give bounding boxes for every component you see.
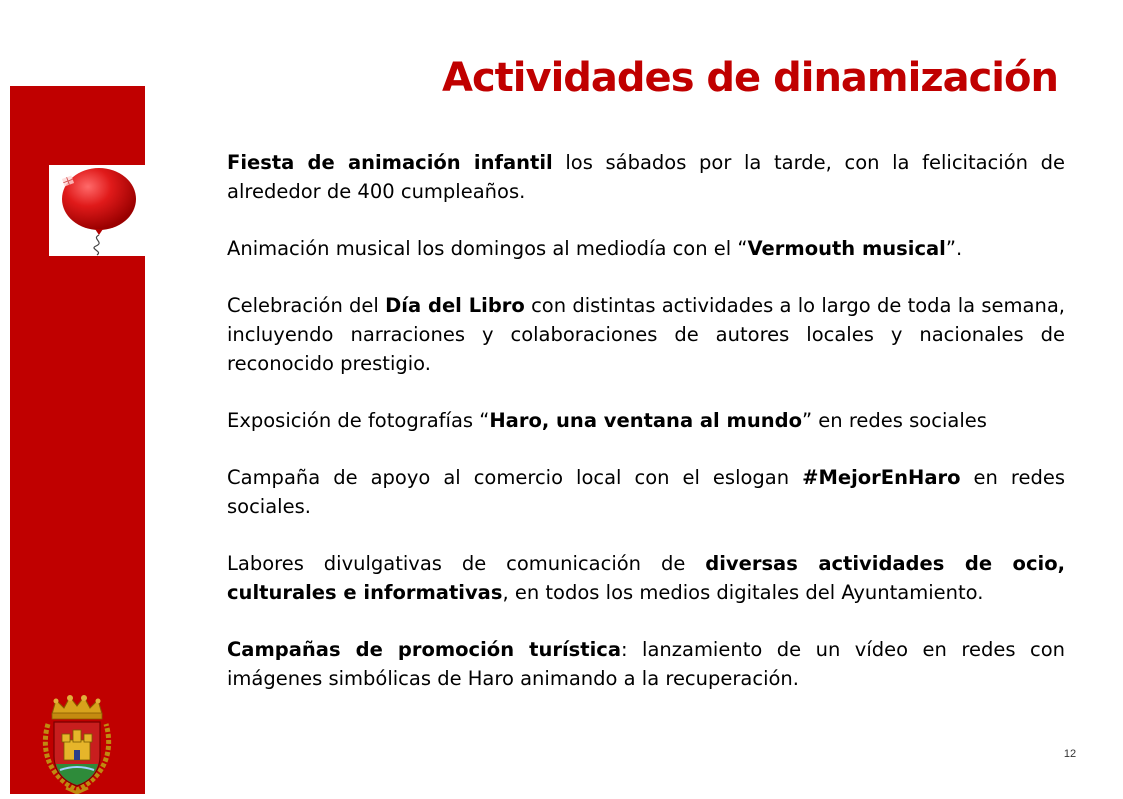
- paragraph-promocion-turistica: Campañas de promoción turística: lanzamiento de un vídeo en redes con imágenes simbólicas de Haro animando a la recuperación.: [227, 638, 1065, 690]
- balloon-picture: [49, 165, 145, 256]
- paragraph-campana-comercio: Campaña de apoyo al comercio local con el eslogan #MejorEnHaro en redes sociales.: [227, 466, 1065, 518]
- coat-of-arms-logo: [40, 694, 114, 794]
- paragraph-exposicion: Exposición de fotografías “Haro, una ventana al mundo” en redes sociales: [227, 409, 987, 432]
- red-balloon-icon: [49, 165, 145, 256]
- page-title: Actividades de dinamización: [442, 55, 1058, 101]
- page-number: 12: [1063, 748, 1077, 760]
- paragraph-vermouth: Animación musical los domingos al mediodía con el “Vermouth musical”.: [227, 237, 963, 260]
- paragraph-fiesta: Fiesta de animación infantil los sábados por la tarde, con la felicitación de alrededor de 400 cumpleaños.: [227, 151, 1065, 203]
- crest-icon: [40, 694, 114, 794]
- paragraph-dia-del-libro: Celebración del Día del Libro con distintas actividades a lo largo de toda la semana, incluyendo narraciones y colaboraciones de autores locales y nacionales de reconocido prestigio.: [227, 294, 1065, 375]
- activities-list: [227, 148, 1065, 693]
- paragraph-labores: Labores divulgativas de comunicación de diversas actividades de ocio, culturales e informativas, en todos los medios digitales del Ayuntamiento.: [227, 552, 1065, 604]
